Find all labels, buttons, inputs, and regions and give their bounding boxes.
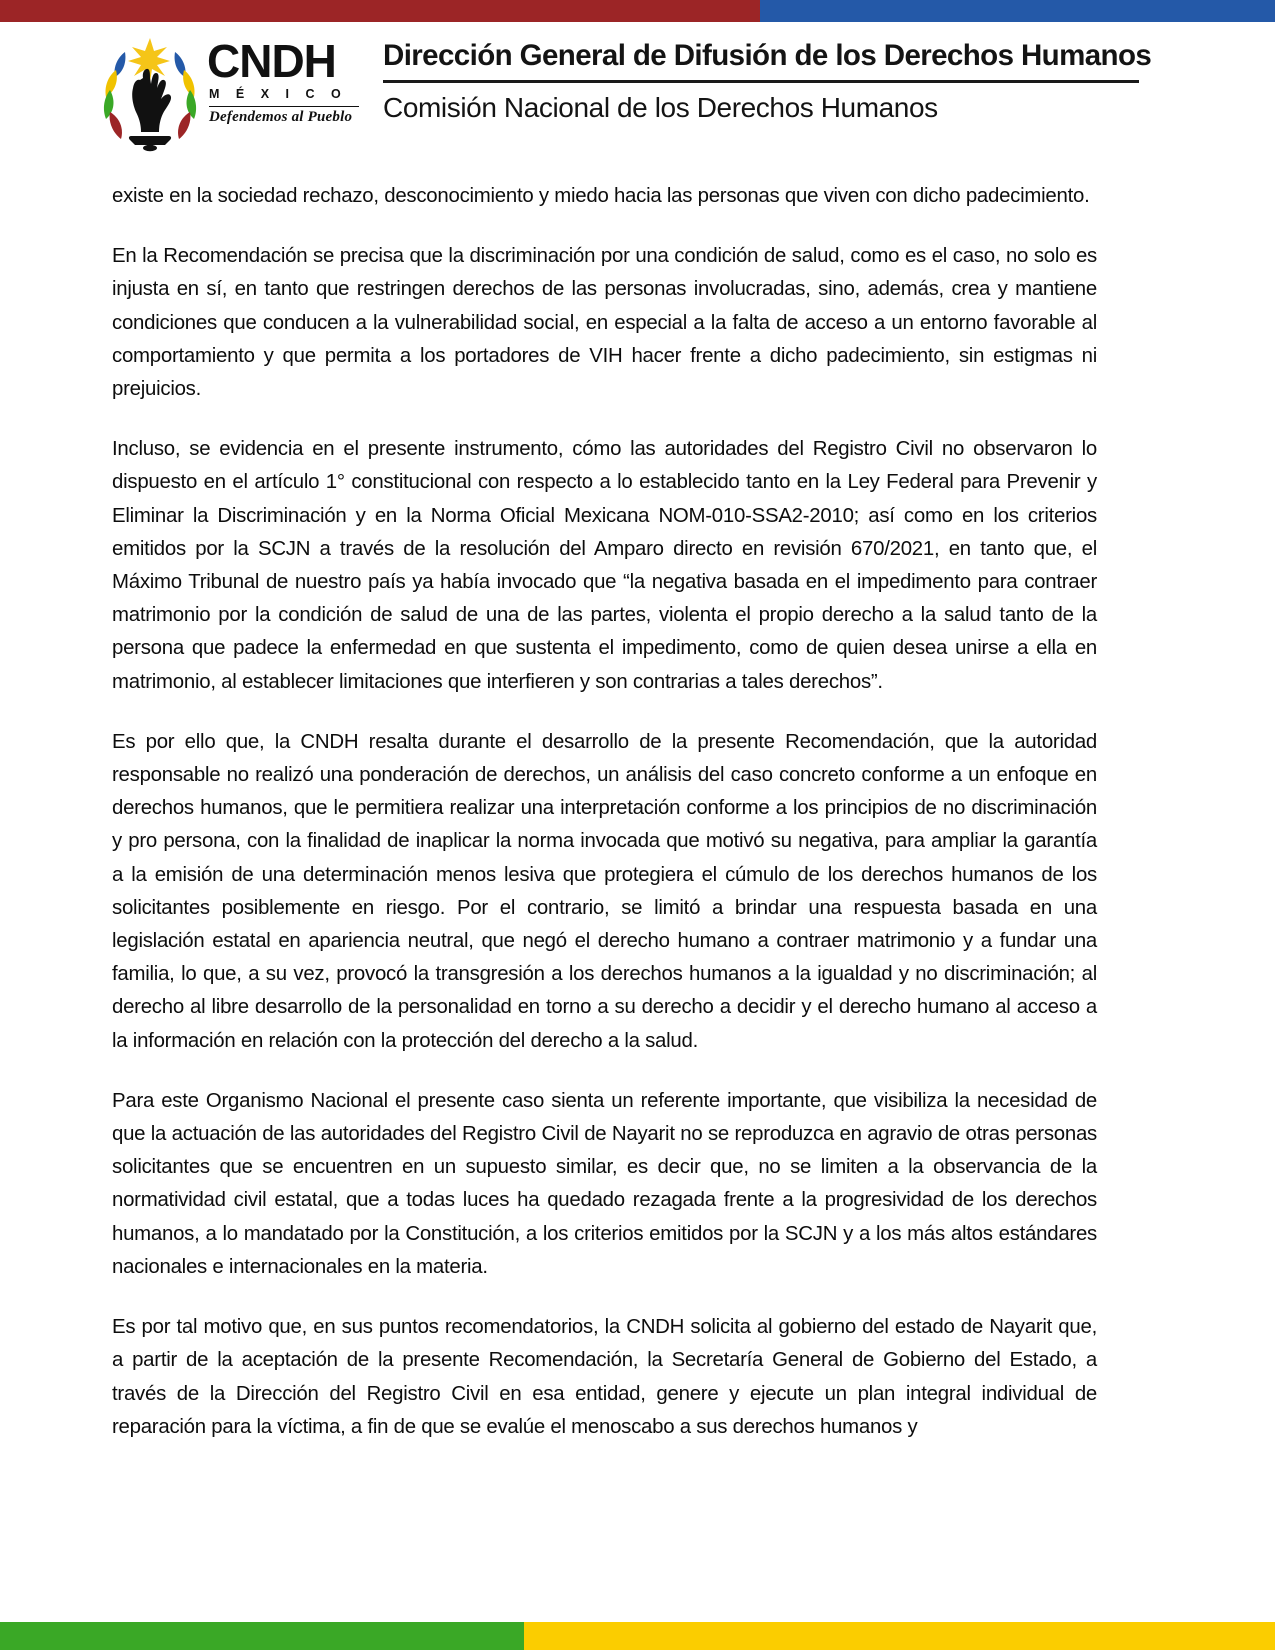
bottom-bar-green-segment xyxy=(0,1622,524,1650)
letterhead-title-sub: Comisión Nacional de los Derechos Humanos xyxy=(383,92,938,123)
letterhead-title-divider xyxy=(383,80,1139,83)
body-paragraph: Incluso, se evidencia en el presente instrumento, cómo las autoridades del Registro Civil no observaron lo dispuesto en el artículo 1° constitucional con respecto a lo establecido tanto en la Ley Federal para Prevenir y Eliminar la Discriminación y en la Norma Oficial Mexicana NOM-010-SSA2-2010; así como en los criterios emitidos por la SCJN a través de la resolución del Amparo directo en revisión 670/2021, en tanto que, el Máximo Tribunal de nuestro país ya había invocado que “la negativa basada en el impedimento para contraer matrimonio por la condición de salud de una de las partes, violenta el propio derecho a la salud tanto de la persona que padece la enfermedad en que sustenta el impedimento, como de quien desea unirse a ella en matrimonio, al establecer limitaciones que interfieren y son contrarias a tales derechos”. xyxy=(112,438,1097,693)
letterhead xyxy=(95,30,1155,155)
body-paragraph: Es por ello que, la CNDH resalta durante el desarrollo de la presente Recomendación, que la autoridad responsable no realizó una ponderación de derechos, un análisis del caso concreto conforme a un enfoque en derechos humanos, que le permitiera realizar una interpretación conforme a los principios de no discriminación y pro persona, con la finalidad de inaplicar la norma invocada que motivó su negativa, para ampliar la garantía a la emisión de una determinación menos lesiva que protegiera el cúmulo de los derechos humanos de los solicitantes posiblemente en riesgo. Por el contrario, se limitó a brindar una respuesta basada en una legislación estatal en apariencia neutral, que negó el derecho humano a contraer matrimonio y a fundar una familia, lo que, a su vez, provocó la transgresión a los derechos humanos a la igualdad y no discriminación; al derecho al libre desarrollo de la personalidad en torno a su derecho a decidir y el derecho humano al acceso a la información en relación con la protección del derecho a la salud. xyxy=(112,730,1097,1052)
bottom-color-bar xyxy=(0,1622,1275,1650)
body-paragraph: existe en la sociedad rechazo, desconocimiento y miedo hacia las personas que viven con dicho padecimiento. xyxy=(112,185,1090,207)
document-body xyxy=(112,180,1097,1444)
cndh-motto: Defendemos al Pueblo xyxy=(209,109,353,125)
letterhead-titles xyxy=(365,30,1155,125)
cndh-emblem-icon xyxy=(95,32,205,152)
body-paragraph: Es por tal motivo que, en sus puntos recomendatorios, la CNDH solicita al gobierno del estado de Nayarit que, a partir de la aceptación de la presente Recomendación, la Secretaría General de Gobierno del Estado, a través de la Dirección del Registro Civil en esa entidad, genere y ejecute un plan integral individual de reparación para la víctima, a fin de que se evalúe el menoscabo a sus derechos humanos y xyxy=(112,1316,1097,1438)
letterhead-title-main: Dirección General de Difusión de los Derechos Humanos xyxy=(383,39,1152,72)
top-bar-blue-segment xyxy=(760,0,1275,22)
cndh-acronym: CNDH xyxy=(207,35,336,87)
cndh-country-label: M É X I C O xyxy=(209,87,348,101)
top-bar-red-segment xyxy=(0,0,760,22)
top-color-bar xyxy=(0,0,1275,22)
body-paragraph: En la Recomendación se precisa que la discriminación por una condición de salud, como es el caso, no solo es injusta en sí, en tanto que restringen derechos de las personas involucradas, sino, además, crea y mantiene condiciones que conducen a la vulnerabilidad social, en especial a la falta de acceso a un entorno favorable al comportamiento y que permita a los portadores de VIH hacer frente a dicho padecimiento, sin estigmas ni prejuicios. xyxy=(112,245,1097,401)
cndh-logo-divider xyxy=(209,106,359,107)
cndh-logo xyxy=(95,30,365,152)
cndh-logo-text xyxy=(207,36,365,126)
bottom-bar-yellow-segment xyxy=(524,1622,1275,1650)
body-paragraph: Para este Organismo Nacional el presente caso sienta un referente importante, que visibiliza la necesidad de que la actuación de las autoridades del Registro Civil de Nayarit no se reproduzca en agravio de otras personas solicitantes que se encuentren en un supuesto similar, es decir que, no se limiten a la observancia de la normatividad civil estatal, que a todas luces ha quedado rezagada frente a la progresividad de los derechos humanos, a lo mandatado por la Constitución, a los criterios emitidos por la SCJN y a los más altos estándares nacionales e internacionales en la materia. xyxy=(112,1089,1097,1278)
